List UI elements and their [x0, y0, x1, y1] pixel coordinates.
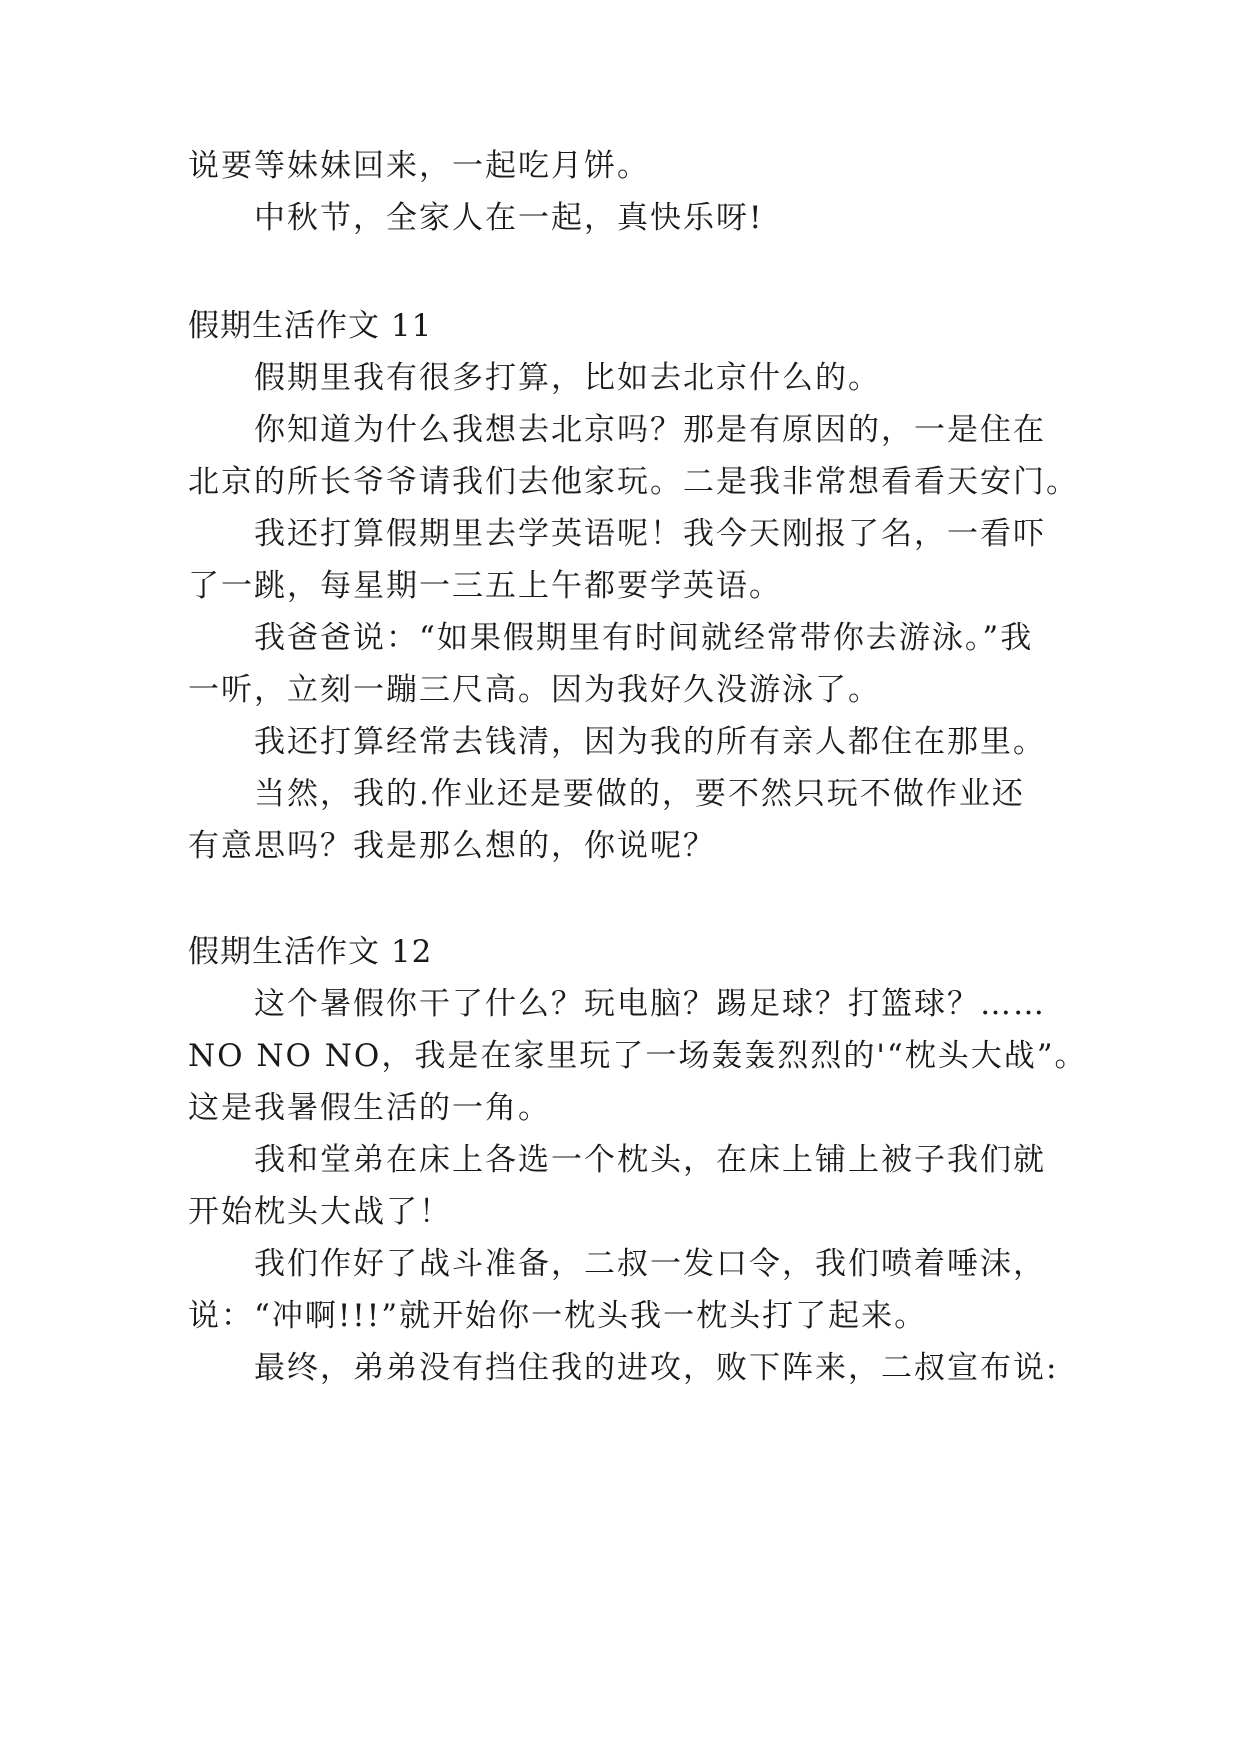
paragraph-line: 我和堂弟在床上各选一个枕头，在床上铺上被子我们就	[254, 1142, 1046, 1178]
paragraph-line: 我还打算经常去钱清，因为我的所有亲人都住在那里。	[254, 724, 1046, 760]
paragraph-line: 说：“冲啊!!!”就开始你一枕头我一枕头打了起来。	[188, 1298, 928, 1334]
paragraph-line: 我爸爸说：“如果假期里有时间就经常带你去游泳。”我	[254, 620, 1034, 656]
paragraph-line: 你知道为什么我想去北京吗？那是有原因的，一是住在	[254, 412, 1046, 448]
paragraph-line: 中秋节，全家人在一起，真快乐呀!	[254, 200, 764, 236]
section-heading: 假期生活作文 12	[188, 934, 433, 970]
paragraph-line: 我还打算假期里去学英语呢！我今天刚报了名，一看吓	[254, 516, 1046, 552]
paragraph-line: 假期里我有很多打算，比如去北京什么的。	[254, 360, 881, 396]
paragraph-line: 最终，弟弟没有挡住我的进攻，败下阵来，二叔宣布说:	[254, 1350, 1059, 1386]
paragraph-line: 当然，我的.作业还是要做的，要不然只玩不做作业还	[254, 776, 1025, 812]
paragraph-line: 我们作好了战斗准备，二叔一发口令，我们喷着唾沫，	[254, 1246, 1046, 1282]
paragraph-line: 北京的所长爷爷请我们去他家玩。二是我非常想看看天安门。	[188, 464, 1079, 500]
paragraph-line: NO NO NO，我是在家里玩了一场轰轰烈烈的'“枕头大战”。	[188, 1038, 1088, 1074]
paragraph-line: 了一跳，每星期一三五上午都要学英语。	[188, 568, 782, 604]
paragraph-line: 一听，立刻一蹦三尺高。因为我好久没游泳了。	[188, 672, 881, 708]
paragraph-line: 这是我暑假生活的一角。	[188, 1090, 551, 1126]
paragraph-line: 有意思吗？我是那么想的，你说呢？	[188, 828, 716, 864]
paragraph-line: 开始枕头大战了！	[188, 1194, 452, 1230]
section-heading: 假期生活作文 11	[188, 308, 433, 344]
paragraph-line: 这个暑假你干了什么？玩电脑？踢足球？打篮球？……	[254, 986, 1046, 1022]
paragraph-line: 说要等妹妹回来，一起吃月饼。	[188, 148, 650, 184]
